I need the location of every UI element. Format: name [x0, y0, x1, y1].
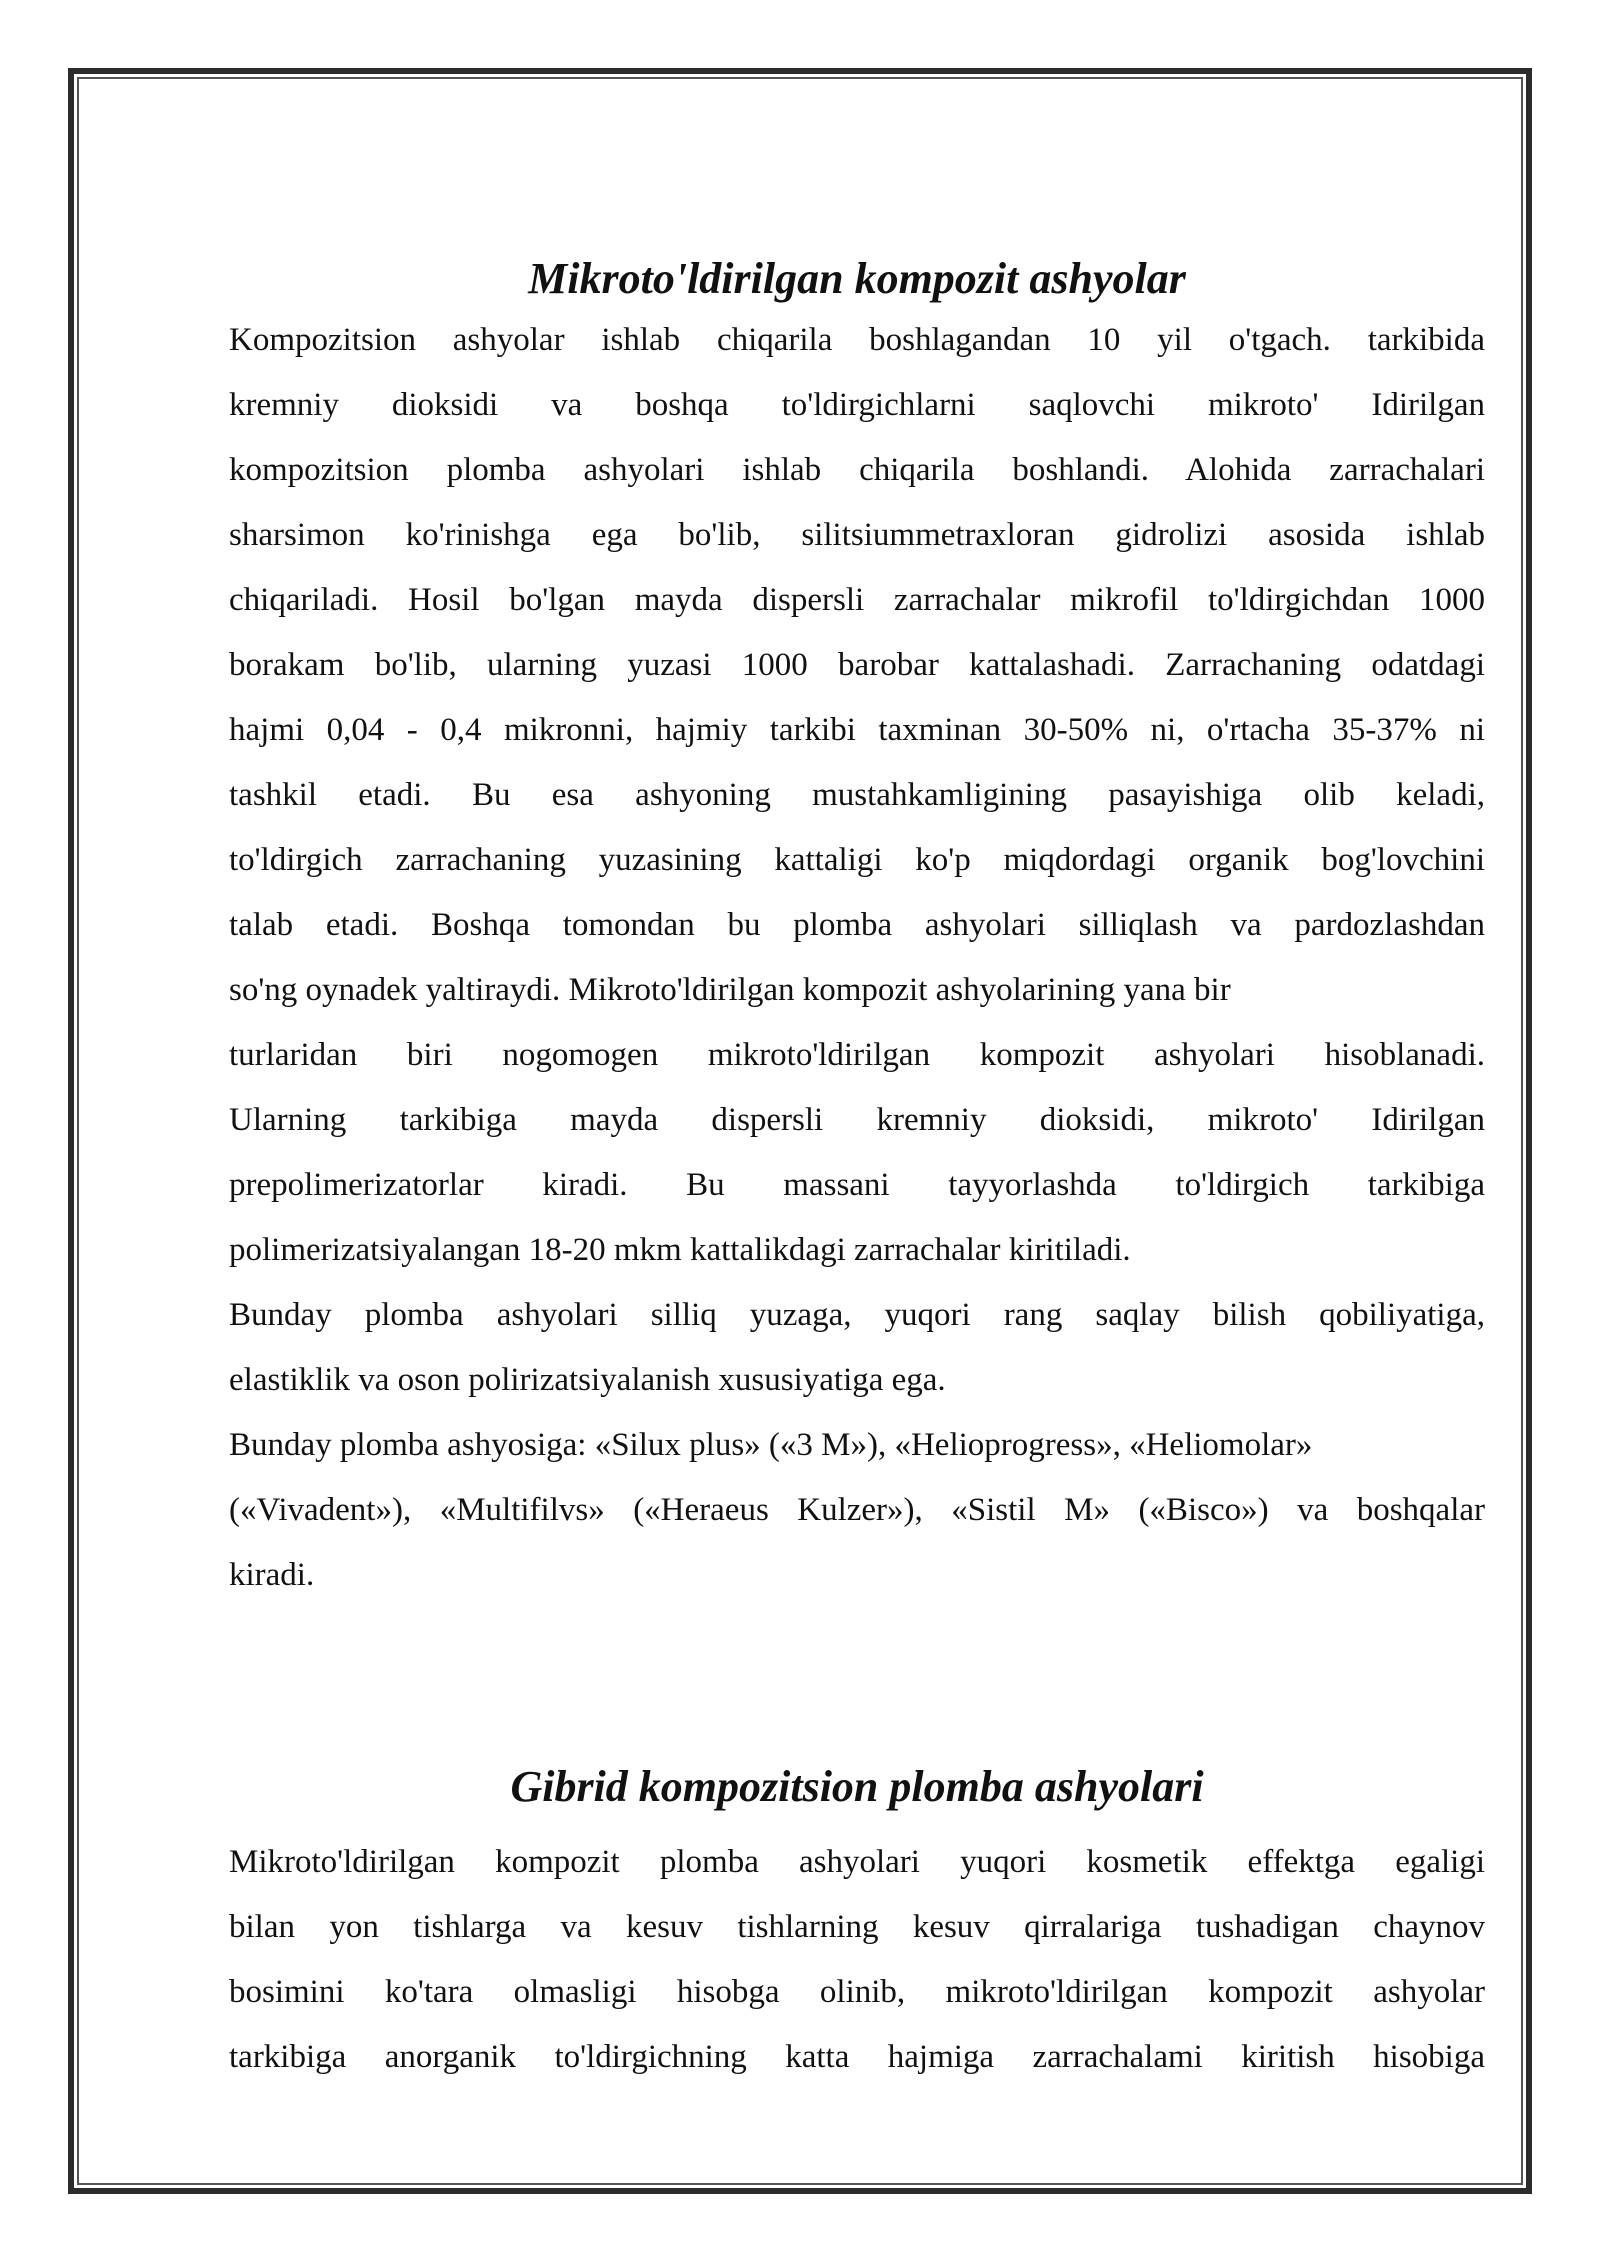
text-line: kiradi.	[229, 1557, 315, 1593]
section-title-microfilled: Mikroto'ldirilgan kompozit ashyolar	[528, 254, 1186, 303]
text-line: chiqariladi. Hosil bo'lgan mayda dispersli zarrachalar mikrofil to'ldirgichdan 1000	[229, 582, 1485, 618]
text-line: so'ng oynadek yaltiraydi. Mikroto'ldirilgan kompozit ashyolarining yana bir	[229, 972, 1231, 1008]
section-title-hybrid: Gibrid kompozitsion plomba ashyolari	[510, 1762, 1204, 1811]
paragraph-properties	[229, 1283, 1485, 1413]
text-line: turlaridan biri nogomogen mikroto'ldirilgan kompozit ashyolari hisoblanadi.	[229, 1037, 1485, 1073]
text-line: hajmi 0,04 - 0,4 mikronni, hajmiy tarkibi taxminan 30-50% ni, o'rtacha 35-37% ni	[229, 712, 1485, 748]
paragraph-examples	[229, 1413, 1485, 1608]
text-line: («Vivadent»), «Multifilvs» («Heraeus Kulzer»), «Sistil M» («Bisco») va boshqalar	[229, 1492, 1485, 1528]
text-line: bosimini ko'tara olmasligi hisobga olinib, mikroto'ldirilgan kompozit ashyolar	[229, 1974, 1485, 2010]
text-line: polimerizatsiyalangan 18-20 mkm kattalikdagi zarrachalar kiritiladi.	[229, 1232, 1131, 1268]
text-line: to'ldirgich zarrachaning yuzasining kattaligi ko'p miqdordagi organik bog'lovchini	[229, 842, 1485, 878]
document-content	[229, 250, 1485, 2090]
text-line: kremniy dioksidi va boshqa to'ldirgichlarni saqlovchi mikroto' Idirilgan	[229, 387, 1485, 423]
paragraph-intro	[229, 308, 1485, 1023]
text-line: prepolimerizatorlar kiradi. Bu massani tayyorlashda to'ldirgich tarkibiga	[229, 1167, 1485, 1203]
text-line: Ularning tarkibiga mayda dispersli kremniy dioksidi, mikroto' Idirilgan	[229, 1102, 1485, 1138]
text-line: kompozitsion plomba ashyolari ishlab chiqarila boshlandi. Alohida zarrachalari	[229, 452, 1485, 488]
text-line: Kompozitsion ashyolar ishlab chiqarila boshlagandan 10 yil o'tgach. tarkibida	[229, 322, 1485, 358]
text-line: sharsimon ko'rinishga ega bo'lib, silitsiummetraxloran gidrolizi asosida ishlab	[229, 517, 1485, 553]
text-line: tarkibiga anorganik to'ldirgichning katta hajmiga zarrachalami kiritish hisobiga	[229, 2039, 1485, 2075]
text-line: talab etadi. Boshqa tomondan bu plomba ashyolari silliqlash va pardozlashdan	[229, 907, 1485, 943]
text-line: tashkil etadi. Bu esa ashyoning mustahkamligining pasayishiga olib keladi,	[229, 777, 1485, 813]
text-line: borakam bo'lib, ularning yuzasi 1000 barobar kattalashadi. Zarrachaning odatdagi	[229, 647, 1485, 683]
text-line: elastiklik va oson polirizatsiyalanish xususiyatiga ega.	[229, 1362, 946, 1398]
text-line: Bunday plomba ashyosiga: «Silux plus» («3 M»), «Helioprogress», «Heliomolar»	[229, 1427, 1313, 1463]
paragraph-hybrid-intro	[229, 1830, 1485, 2090]
text-line: Bunday plomba ashyolari silliq yuzaga, yuqori rang saqlay bilish qobiliyatiga,	[229, 1297, 1485, 1333]
paragraph-nonhomogeneous	[229, 1023, 1485, 1283]
text-line: Mikroto'ldirilgan kompozit plomba ashyolari yuqori kosmetik effektga egaligi	[229, 1844, 1485, 1880]
text-line: bilan yon tishlarga va kesuv tishlarning kesuv qirralariga tushadigan chaynov	[229, 1909, 1485, 1945]
